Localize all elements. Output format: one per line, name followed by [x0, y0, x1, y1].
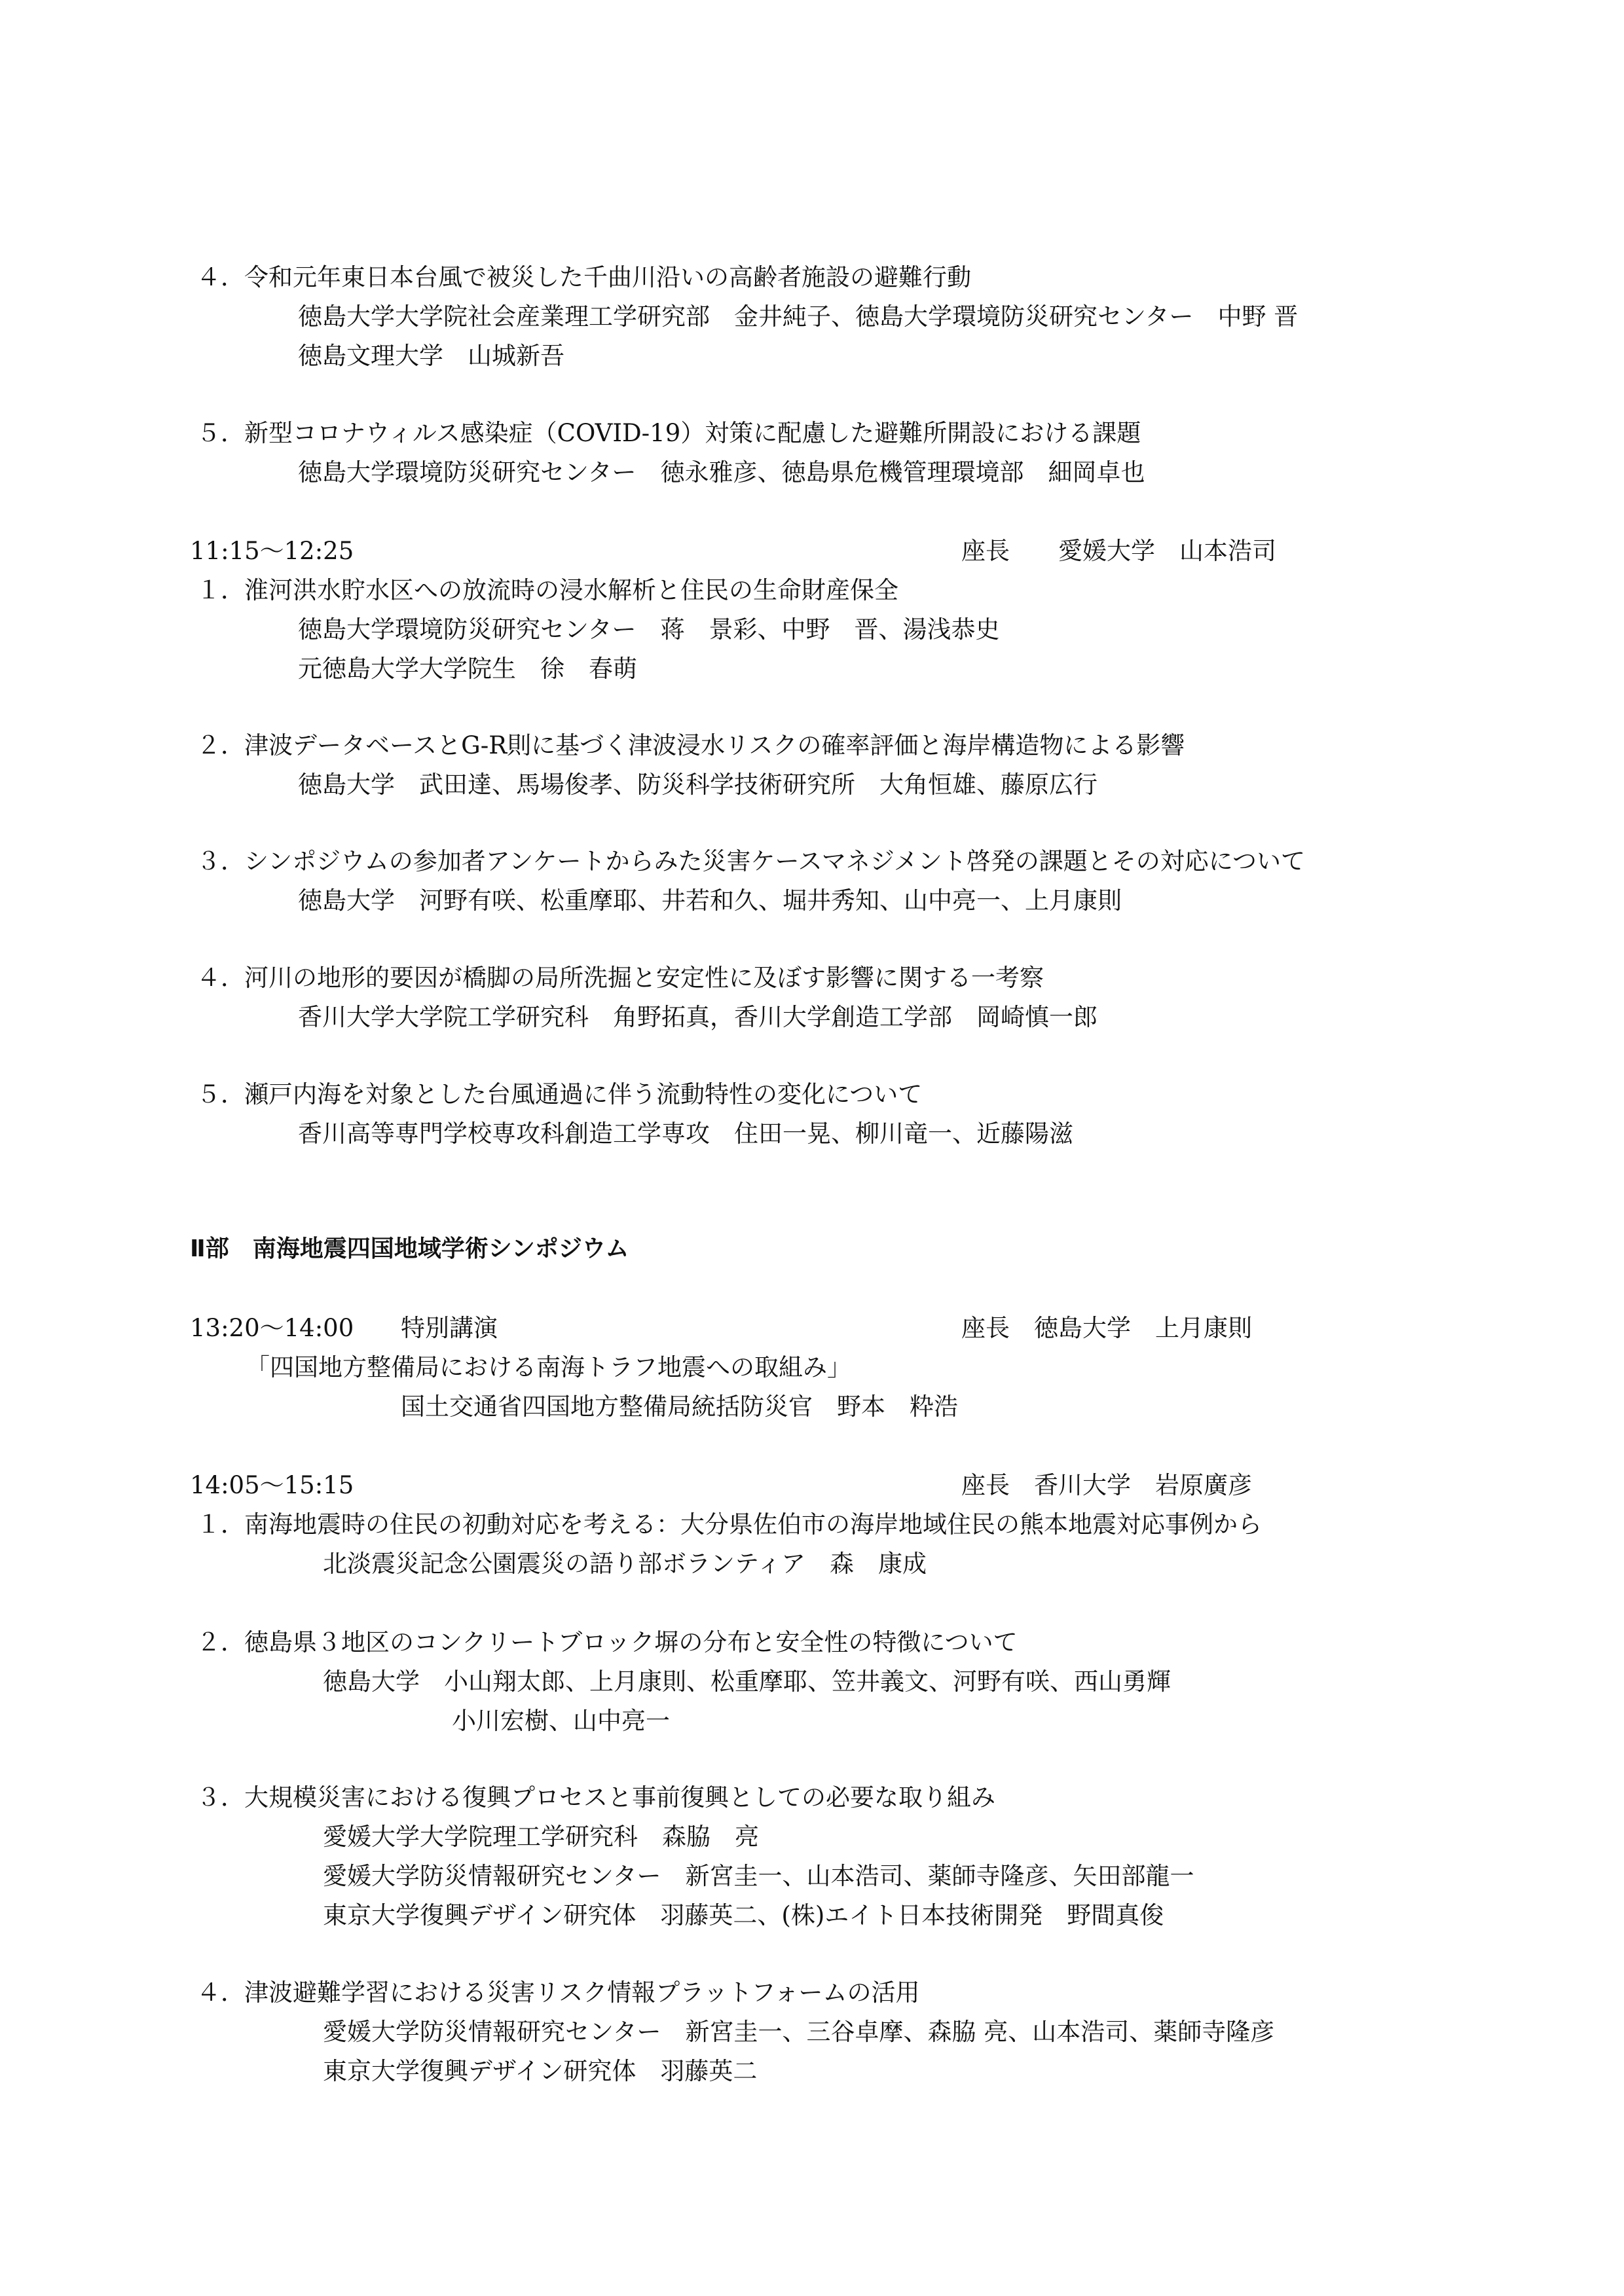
item-number: ４．	[196, 964, 245, 992]
presentation-authors: 徳島大学環境防災研究センター 蒋 景彩、中野 晋、湯浅恭史	[298, 615, 1000, 644]
presentation-title: 南海地震時の住民の初動対応を考える：大分県佐伯市の海岸地域住民の熊本地震対応事例から	[244, 1510, 1262, 1539]
presentation-authors: 愛媛大学大学院理工学研究科 森脇 亮	[323, 1823, 759, 1851]
session-chair: 座長 徳島大学 上月康則	[961, 1314, 1252, 1342]
item-number: ５．	[196, 419, 245, 447]
item-number: １．	[196, 1510, 245, 1539]
lecture-speaker: 国土交通省四国地方整備局統括防災官 野本 粋浩	[401, 1393, 958, 1421]
session-chair: 座長 香川大学 岩原廣彦	[961, 1471, 1252, 1499]
presentation-authors: 小川宏樹、山中亮一	[452, 1707, 670, 1735]
presentation-title: 淮河洪水貯水区への放流時の浸水解析と住民の生命財産保全	[244, 576, 898, 604]
session-time: 14:05～15:15	[190, 1471, 354, 1499]
presentation-title: 瀬戸内海を対象とした台風通過に伴う流動特性の変化について	[244, 1080, 923, 1108]
presentation-authors: 愛媛大学防災情報研究センター 新宮圭一、山本浩司、薬師寺隆彦、矢田部龍一	[323, 1862, 1194, 1890]
part-heading: Ⅱ部 南海地震四国地域学術シンポジウム	[190, 1235, 629, 1262]
item-number: ４．	[196, 263, 245, 291]
item-number: ３．	[196, 1783, 245, 1812]
presentation-authors: 徳島大学 小山翔太郎、上月康則、松重摩耶、笠井義文、河野有咲、西山勇輝	[323, 1667, 1171, 1696]
item-number: ２．	[196, 731, 245, 759]
item-number: ２．	[196, 1628, 245, 1656]
presentation-authors: 東京大学復興デザイン研究体 羽藤英二	[323, 2057, 758, 2085]
item-number: ５．	[196, 1080, 245, 1108]
session-time: 11:15～12:25	[190, 537, 354, 565]
item-number: ３．	[196, 847, 245, 875]
presentation-authors: 徳島大学 武田達、馬場俊孝、防災科学技術研究所 大角恒雄、藤原広行	[298, 771, 1098, 799]
presentation-authors: 東京大学復興デザイン研究体 羽藤英二、(株)エイト日本技術開発 野間真俊	[323, 1901, 1164, 1929]
presentation-authors: 香川大学大学院工学研究科 角野拓真，香川大学創造工学部 岡崎慎一郎	[298, 1003, 1098, 1031]
presentation-title: 徳島県３地区のコンクリートブロック塀の分布と安全性の特徴について	[244, 1628, 1018, 1656]
presentation-authors: 徳島文理大学 山城新吾	[298, 342, 564, 370]
presentation-authors: 愛媛大学防災情報研究センター 新宮圭一、三谷卓摩、森脇 亮、山本浩司、薬師寺隆彦	[323, 2018, 1275, 2046]
presentation-authors: 香川高等専門学校専攻科創造工学専攻 住田一晃、柳川竜一、近藤陽滋	[298, 1120, 1073, 1148]
item-number: ４．	[196, 1978, 245, 2007]
presentation-title: 令和元年東日本台風で被災した千曲川沿いの高齢者施設の避難行動	[244, 263, 971, 291]
presentation-authors: 徳島大学大学院社会産業理工学研究部 金井純子、徳島大学環境防災研究センター 中野 晋	[298, 302, 1299, 331]
presentation-title: シンポジウムの参加者アンケートからみた災害ケースマネジメント啓発の課題とその対応について	[244, 847, 1306, 875]
presentation-authors: 徳島大学環境防災研究センター 徳永雅彦、徳島県危機管理環境部 細岡卓也	[298, 458, 1145, 486]
session-chair: 座長 愛媛大学 山本浩司	[961, 537, 1276, 565]
presentation-authors: 徳島大学 河野有咲、松重摩耶、井若和久、堀井秀知、山中亮一、上月康則	[298, 886, 1122, 915]
item-number: １．	[196, 576, 245, 604]
presentation-title: 津波避難学習における災害リスク情報プラットフォームの活用	[244, 1978, 920, 2007]
session-label: 特別講演	[401, 1314, 498, 1342]
presentation-authors: 北淡震災記念公園震災の語り部ボランティア 森 康成	[323, 1550, 927, 1578]
presentation-title: 新型コロナウィルス感染症（COVID‑19）対策に配慮した避難所開設における課題	[244, 419, 1141, 447]
presentation-title: 大規模災害における復興プロセスと事前復興としての必要な取り組み	[244, 1783, 995, 1812]
presentation-authors: 元徳島大学大学院生 徐 春萌	[298, 655, 637, 683]
presentation-title: 津波データベースとG‑R則に基づく津波浸水リスクの確率評価と海岸構造物による影響	[244, 731, 1185, 759]
presentation-title: 河川の地形的要因が橋脚の局所洗掘と安定性に及ぼす影響に関する一考察	[244, 964, 1044, 992]
session-time: 13:20～14:00	[190, 1314, 354, 1342]
lecture-title: 「四国地方整備局における南海トラフ地震への取組み」	[246, 1353, 851, 1381]
